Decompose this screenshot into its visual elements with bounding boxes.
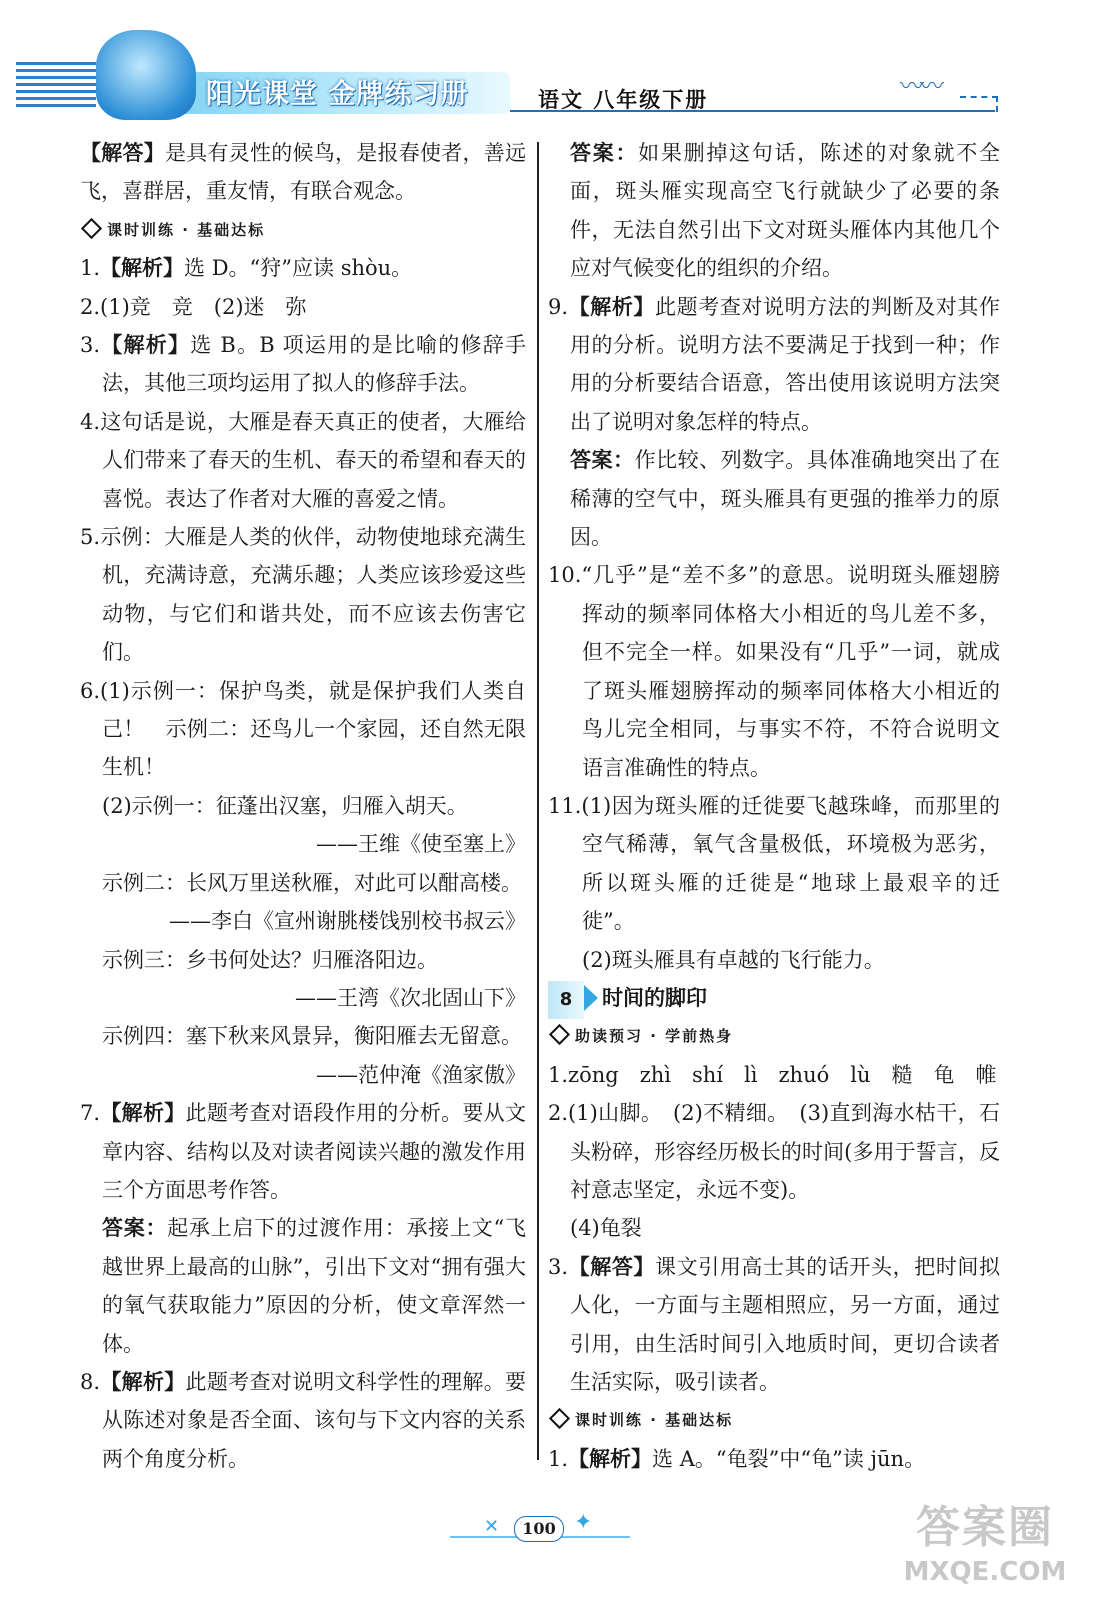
- item-number: 4.: [80, 409, 101, 434]
- item-label: 答案：: [570, 140, 639, 165]
- item-text: (1)因为斑头雁的迁徙要飞越珠峰，而那里的空气稀薄，氧气含量极低，环境极为恶劣，所以斑头雁的迁徙是“地球上最艰辛的迁徙”。: [581, 793, 1000, 934]
- item-number: 10.: [548, 563, 582, 588]
- answer-line: [80, 134, 526, 211]
- answer-item: [548, 288, 1000, 442]
- item-label: 【解析】: [100, 1368, 186, 1394]
- answer-item: [548, 556, 1000, 786]
- book-title: 阳光课堂 金牌练习册: [206, 79, 469, 110]
- item-label: 【解析】: [568, 293, 656, 319]
- section-heading-text: 课时训练 · 基础达标: [107, 220, 266, 239]
- answer-line: [80, 1056, 526, 1094]
- item-text: 起承上启下的过渡作用：承接上文“飞越世界上最高的山脉”，引出下文对“拥有强大的氧气获取能力”原因的分析，使文章浑然一体。: [102, 1216, 527, 1356]
- star-icon: ✕: [484, 1516, 500, 1537]
- item-number: 1.: [548, 1062, 569, 1087]
- item-text: 是具有灵性的候鸟，是报春使者，善远飞，喜群居，重友情，有联合观念。: [80, 141, 526, 204]
- item-text: 示例三：乡书何处达？归雁洛阳边。: [102, 947, 438, 972]
- star-icon: ✦: [574, 1510, 593, 1535]
- answer-line: [80, 941, 526, 979]
- section-heading: [548, 1017, 1000, 1055]
- item-text: 此题考查对说明方法的判断及对其作用的分析。说明方法不要满足于找到一种；作用的分析要结合语意，答出使用该说明方法突出了说明对象怎样的特点。: [570, 294, 1001, 434]
- item-label: 【解析】: [568, 1445, 653, 1471]
- item-text: zōng zhì shí lì zhuó lù 糙 龟 帷: [568, 1062, 997, 1087]
- item-label: 答案：: [102, 1215, 168, 1241]
- item-text: 示例：大雁是人类的伙伴，动物使地球充满生机，充满诗意，充满乐趣；人类应该珍爱这些动物，与它们和谐共处，而不应该去伤害它们。: [100, 525, 526, 665]
- answer-line: [548, 941, 1000, 979]
- section-heading-text: 助读预习 · 学前热身: [575, 1027, 734, 1046]
- section-heading: [80, 211, 526, 249]
- section-heading: [548, 1401, 1000, 1439]
- answer-line: [80, 902, 526, 940]
- item-text: 课文引用高士其的话开头，把时间拟人化，一方面与主题相照应，另一方面，通过引用，由生活时间引入地质时间，更切合读者生活实际，吸引读者。: [570, 1254, 1001, 1394]
- answer-item: [80, 1094, 526, 1209]
- item-text: 作比较、列数字。具体准确地突出了在稀薄的空气中，斑头雁具有更强的推举力的原因。: [570, 448, 1001, 550]
- item-number: 2.: [548, 1101, 569, 1126]
- item-number: 6.: [80, 678, 101, 703]
- answer-line: [80, 1017, 526, 1055]
- answer-item: [548, 1248, 1000, 1402]
- lesson-title: [548, 979, 1000, 1017]
- header-rule-end: [960, 96, 998, 112]
- answer-line: [548, 134, 1000, 288]
- watermark: [900, 1500, 1070, 1588]
- page-footer: [450, 1508, 630, 1548]
- answer-item: [80, 518, 526, 672]
- item-number: 3.: [80, 333, 101, 358]
- item-text: 示例二：长风万里送秋雁，对此可以酣高楼。: [102, 870, 522, 895]
- item-number: 9.: [548, 294, 569, 319]
- answer-item: [80, 326, 526, 403]
- item-label: 答案：: [570, 447, 635, 473]
- item-text: 这句话是说，大雁是春天真正的使者，大雁给人们带来了春天的生机、春天的希望和春天的喜悦。表达了作者对大雁的喜爱之情。: [100, 409, 526, 511]
- answer-line: [80, 864, 526, 902]
- answer-line: [80, 1209, 526, 1363]
- answer-line: [80, 979, 526, 1017]
- answer-item: [548, 1056, 1000, 1094]
- item-text: (1)示例一：保护鸟类，就是保护我们人类自己！ 示例二：还鸟儿一个家园，还自然无限生机！: [100, 678, 526, 780]
- page-header: [0, 0, 1094, 130]
- item-number: 5.: [80, 525, 101, 550]
- item-text: (2)斑头雁具有卓越的飞行能力。: [582, 947, 885, 972]
- diamond-icon: [549, 1024, 570, 1045]
- item-number: 2.: [80, 294, 101, 319]
- answer-item: [548, 1094, 1000, 1209]
- item-text: ——李白《宣州谢朓楼饯别校书叔云》: [169, 909, 526, 934]
- column-divider: [537, 142, 539, 1460]
- subject-grade: 语文 八年级下册: [538, 87, 709, 112]
- answer-line: [80, 787, 526, 825]
- mascot-logo-icon: [96, 30, 196, 120]
- answer-item: [80, 672, 526, 787]
- item-number: 1.: [548, 1446, 569, 1471]
- left-column: [80, 134, 526, 1478]
- item-text: 此题考查对语段作用的分析。要从文章内容、结构以及对读者阅读兴趣的激发作用三个方面思考作答。: [102, 1101, 527, 1202]
- item-text: (1)竞 竞 (2)迷 弥: [100, 294, 307, 319]
- item-text: 此题考查对说明文科学性的理解。要从陈述对象是否全面、该句与下文内容的关系两个角度分析。: [102, 1369, 527, 1471]
- item-number: 7.: [80, 1101, 101, 1126]
- item-number: 3.: [548, 1254, 569, 1279]
- item-text: ——王维《使至塞上》: [316, 832, 526, 857]
- item-text: 选 A。“龟裂”中“龟”读 jūn。: [652, 1446, 926, 1471]
- header-stripes: [16, 62, 96, 118]
- answer-item: [80, 1363, 526, 1478]
- item-label: 【解析】: [100, 255, 185, 281]
- item-label: 【解析】: [100, 1100, 186, 1126]
- header-rule: [510, 110, 995, 112]
- page-number: 100: [514, 1516, 564, 1542]
- item-number: 11.: [548, 793, 582, 818]
- item-text: 选 B。B 项运用的是比喻的修辞手法，其他三项均运用了拟人的修辞手法。: [102, 333, 526, 396]
- lesson-name: 时间的脚印: [602, 984, 707, 1010]
- item-number: 8.: [80, 1369, 101, 1394]
- item-text: 示例四：塞下秋来风景异，衡阳雁去无留意。: [102, 1024, 522, 1049]
- arrow-icon: [584, 985, 598, 1011]
- right-column: [548, 134, 1000, 1478]
- section-heading-text: 课时训练 · 基础达标: [575, 1411, 734, 1430]
- answer-item: [548, 787, 1000, 941]
- item-label: 【解答】: [80, 140, 165, 165]
- item-text: 如果删掉这句话，陈述的对象就不全面，斑头雁实现高空飞行就缺少了必要的条件，无法自然引出下文对斑头雁体内其他几个应对气候变化的组织的介绍。: [570, 141, 1001, 281]
- watermark-text: 答案圈: [916, 1502, 1054, 1553]
- lesson-number: 8: [548, 981, 584, 1019]
- item-text: (1)山脚。 (2)不精细。 (3)直到海水枯干，石头粉碎，形容经历极长的时间(多用于誓言，反衬意志坚定，永远不变)。: [568, 1101, 1000, 1202]
- item-label: 【解答】: [568, 1253, 656, 1279]
- item-text: “几乎”是“差不多”的意思。说明斑头雁翅膀挥动的频率同体格大小相近的鸟儿差不多，但不完全一样。如果没有“几乎”一词，就成了斑头雁翅膀挥动的频率同体格大小相近的鸟儿完全相同，与事实不符，不符合说明文语言准确性的特点。: [581, 563, 1000, 780]
- item-text: (2)示例一：征蓬出汉塞，归雁入胡天。: [102, 793, 468, 818]
- answer-line: [548, 1209, 1000, 1247]
- diamond-icon: [81, 218, 102, 239]
- diamond-icon: [549, 1408, 570, 1429]
- answer-item: [80, 403, 526, 518]
- answer-item: [548, 1440, 1000, 1478]
- watermark-url: MXQE.COM: [903, 1557, 1067, 1587]
- answer-item: [80, 249, 526, 287]
- item-label: 【解析】: [100, 332, 191, 358]
- item-text: ——王湾《次北固山下》: [295, 985, 526, 1010]
- item-number: 1.: [80, 256, 101, 281]
- item-text: ——范仲淹《渔家傲》: [316, 1062, 526, 1087]
- item-text: (4)龟裂: [570, 1216, 642, 1241]
- item-text: 选 D。“狩”应读 shòu。: [184, 256, 413, 281]
- answer-item: [80, 288, 526, 326]
- birds-icon: 〰〰: [900, 72, 940, 100]
- answer-line: [548, 441, 1000, 556]
- answer-line: [80, 825, 526, 863]
